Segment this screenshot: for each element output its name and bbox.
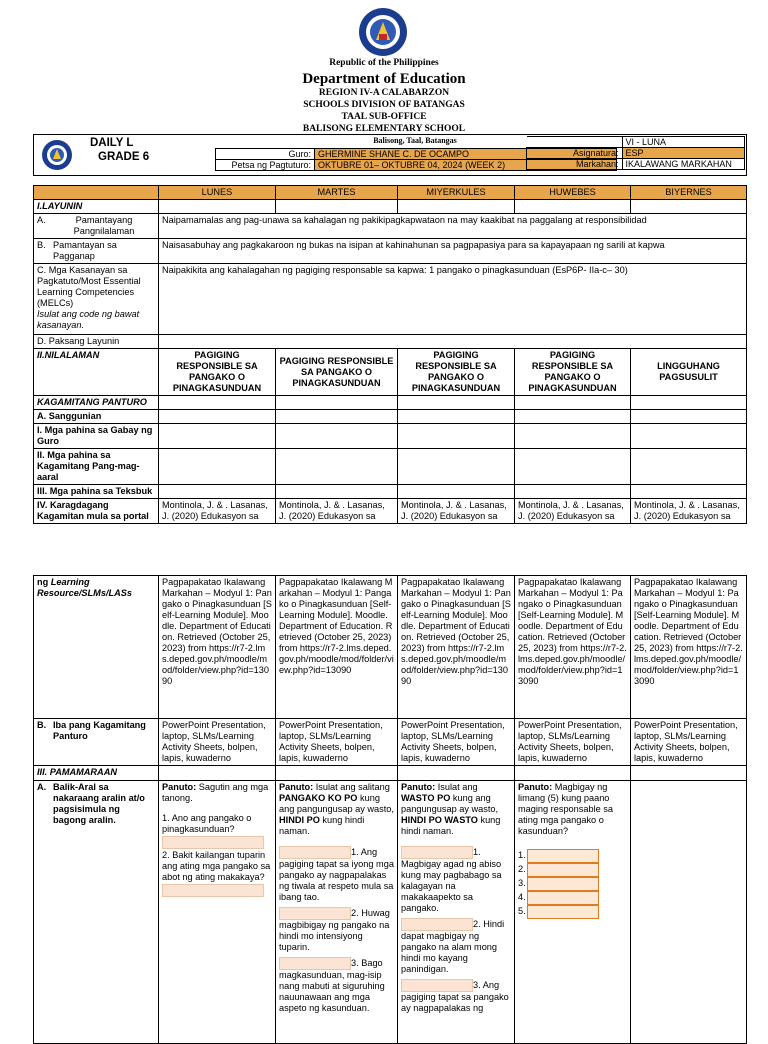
pamantayang-pangnilalaman-text: Naipamamalas ang pag-unawa sa kahalagan ng pakikipagkapwataon na may kaakibat na paggalang at responsibilidad: [159, 214, 747, 239]
asignatura-value: ESP: [622, 148, 745, 159]
lesson-table-2: [33, 575, 747, 1044]
huwebes-answer-2: 2.: [518, 863, 627, 877]
miyerkules-item-3: 3. Ang pagiging tapat sa pangako ay nagpapalakas ng: [401, 979, 509, 1013]
day-lunes: LUNES: [159, 186, 276, 200]
day-martes: MARTES: [276, 186, 398, 200]
deped-seal-logo: [352, 6, 414, 58]
pamantayan-pagganap-label: B. Pamantayan sa Pagganap: [34, 239, 159, 264]
kagamitan-huwebes: PowerPoint Presentation, laptop, SLMs/Learning Activity Sheets, bolpen, lapis, kuwaderno: [515, 719, 631, 766]
lunes-question-1: 1. Ano ang pangako o pinagkasunduan?: [162, 813, 252, 834]
miyerkules-item-1: 1. Magbigay agad ng abiso kung may pagbabago sa kalagayan na makakaapekto sa pangako.: [401, 846, 502, 913]
content-lunes: PAGIGING RESPONSIBLE SA PANGAKO O PINAGKASUNDUAN: [159, 349, 276, 396]
balik-aral-huwebes: Panuto: Magbigay ng limang (5) kung paano maging responsable sa ating mga pangako o kasunduan? 1. 2. 3. 4. 5.: [515, 781, 631, 1044]
blank-field[interactable]: [401, 846, 473, 859]
day-huwebes: HUWEBES: [515, 186, 631, 200]
ref-miyerkules: Montinola, J. & . Lasanas, J. (2020) Edukasyon sa: [398, 499, 515, 524]
martes-item-2: 2. Huwag magbibigay ng pangako na hindi mo intensiyong tuparin.: [279, 907, 390, 952]
department-title: Department of Education: [302, 71, 466, 87]
kagamitan-heading: KAGAMITANG PANTURO: [34, 396, 159, 410]
huwebes-answer-5: 5.: [518, 905, 627, 919]
kagamitan-lunes: PowerPoint Presentation, laptop, SLMs/Learning Activity Sheets, bolpen, lapis, kuwaderno: [159, 719, 276, 766]
deped-small-logo: [40, 138, 74, 172]
kagamitang-pang-mag-aaral-label: II. Mga pahina sa Kagamitang Pang-mag-aaral: [34, 449, 159, 485]
school-line: BALISONG ELEMENTARY SCHOOL: [302, 124, 466, 134]
office-line: TAAL SUB-OFFICE: [341, 112, 427, 122]
pamantayang-pangnilalaman-label: A. Pamantayang Pangnilalaman: [34, 214, 159, 239]
layunin-heading: I.LAYUNIN: [34, 200, 159, 214]
ref-biyernes: Montinola, J. & . Lasanas, J. (2020) Edukasyon sa: [631, 499, 747, 524]
ref-martes: Montinola, J. & . Lasanas, J. (2020) Edukasyon sa: [276, 499, 398, 524]
answer-field-1[interactable]: [162, 836, 264, 849]
balik-aral-label: A. Balik-Aral sa nakaraang aralin at/o pagsisimula ng bagong aralin.: [34, 781, 159, 1044]
republic-line: Republic of the Philippines: [329, 58, 439, 68]
nilalaman-heading: II.NILALAMAN: [34, 349, 159, 396]
answer-input[interactable]: [527, 905, 599, 919]
blank-field[interactable]: [401, 918, 473, 931]
day-miyerkules: MIYERKULES: [398, 186, 515, 200]
markahan-label: Markahan:: [527, 159, 623, 170]
kagamitan-biyernes: PowerPoint Presentation, laptop, SLMs/Learning Activity Sheets, bolpen, lapis, kuwaderno: [631, 719, 747, 766]
blank-field[interactable]: [401, 979, 473, 992]
martes-item-3: 3. Bago magkasunduan, mag-isip nang mabuti at siguruhing nauunawaan ang mga aspeto ng kasunduan.: [279, 957, 385, 1013]
balik-aral-lunes: Panuto: Sagutin ang mga tanong. 1. Ano ang pangako o pinagkasunduan? 2. Bakit kailangan tuparin ang ating mga pangako sa abot ng ating makakaya?: [159, 781, 276, 1044]
content-miyerkules: PAGIGING RESPONSIBLE SA PANGAKO O PINAGKASUNDUAN: [398, 349, 515, 396]
answer-input[interactable]: [527, 863, 599, 877]
martes-item-1: 1. Ang pagiging tapat sa iyong mga pangako ay nagpapalakas ng tiwala at respeto mula sa ibang tao.: [279, 846, 394, 902]
region-line: REGION IV-A CALABARZON: [318, 88, 450, 98]
petsa-label: Petsa ng Pagtuturo:: [216, 160, 315, 171]
answer-input[interactable]: [527, 877, 599, 891]
huwebes-answer-3: 3.: [518, 877, 627, 891]
answer-input[interactable]: [527, 891, 599, 905]
content-biyernes: LINGGUHANG PAGSUSULIT: [631, 349, 747, 396]
days-header-row: [34, 186, 747, 200]
miyerkules-item-2: 2. Hindi dapat magbigay ng pangako na alam mong hindi mo kayang panindigan.: [401, 918, 505, 974]
balik-aral-miyerkules: Panuto: Isulat ang WASTO PO kung ang pangungusap ay wasto, HINDI PO WASTO kung hindi naman. 1. Magbigay agad ng abiso kung may pagbabago sa kalagayan na makakaapekto sa pangako. 2. Hindi dapat magbigay ng pangako na alam mong hindi mo kayang panindigan. 3. Ang pagiging tapat sa pangako ay nagpapalakas ng: [398, 781, 515, 1044]
petsa-value: OKTUBRE 01– OKTUBRE 04, 2024 (WEEK 2): [315, 160, 617, 171]
teksbuk-label: III. Mga pahina sa Teksbuk: [34, 485, 159, 499]
section-value: VI - LUNA: [622, 137, 745, 148]
lesson-table-1: [33, 185, 747, 524]
guro-value: GHERMINE SHANE C. DE OCAMPO: [315, 149, 617, 160]
address-line: Balisong, Taal, Batangas: [373, 136, 457, 145]
day-biyernes: BIYERNES: [631, 186, 747, 200]
grade-label: GRADE 6: [98, 151, 150, 163]
asignatura-label: Asignatura:: [527, 148, 623, 159]
markahan-value: IKALAWANG MARKAHAN: [622, 159, 745, 170]
melc-text: Naipakikita ang kahalagahan ng pagiging responsable sa kapwa: 1 pangako o pinagkasunduan (EsP6P- IIa-c– 30): [159, 264, 747, 335]
ref-lunes: Montinola, J. & . Lasanas, J. (2020) Edukasyon sa: [159, 499, 276, 524]
daily-label: DAILY L: [90, 137, 134, 149]
kagamitan-martes: PowerPoint Presentation, laptop, SLMs/Learning Activity Sheets, bolpen, lapis, kuwaderno: [276, 719, 398, 766]
blank-field[interactable]: [279, 957, 351, 970]
melc-label: C. Mga Kasanayan sa Pagkatuto/Most Essential Learning Competencies (MELCs) Isulat ang code ng bawat kasanayan.: [34, 264, 159, 335]
pamantayan-pagganap-text: Naisasabuhay ang pagkakaroon ng bukas na isipan at kahinahunan sa pagpapasiya para sa kapayapaan ng sarili at kapwa: [159, 239, 747, 264]
balik-aral-martes: Panuto: Isulat ang salitang PANGAKO KO PO kung ang pangungusap ay wasto, HINDI PO kung hindi naman. 1. Ang pagiging tapat sa iyong mga pangako ay nagpapalakas ng tiwala at respeto mula sa ibang tao. 2. Huwag magbibigay ng pangako na hindi mo intensiyong tuparin. 3. Bago magkasunduan, mag-isip nang mabuti at siguruhing nauunawaan ang mga aspeto ng kasunduan.: [276, 781, 398, 1044]
division-line: SCHOOLS DIVISION OF BATANGAS: [303, 100, 465, 110]
pamamaraan-heading: III. PAMAMARAAN: [34, 766, 159, 781]
karagdagang-label: IV. Karagdagang Kagamitan mula sa portal: [34, 499, 159, 524]
lr-ref-huwebes: Pagpapakatao Ikalawang Markahan – Modyul 1: Pangako o Pinagkasunduan [Self-Learning Module]. Moodle. Department of Education. Retrieved (October 25, 2023) from https://r7-2.lms.deped.gov.ph/moodle/mod/folder/view.php?id=13090: [515, 576, 631, 719]
answer-input[interactable]: [527, 849, 599, 863]
balik-aral-biyernes: [631, 781, 747, 1044]
gabay-label: I. Mga pahina sa Gabay ng Guro: [34, 424, 159, 449]
lunes-question-2: 2. Bakit kailangan tuparin ang ating mga pangako sa abot ng ating makakaya?: [162, 850, 271, 882]
lr-ref-biyernes: Pagpapakatao Ikalawang Markahan – Modyul 1: Pangako o Pinagkasunduan [Self-Learning Module]. Moodle. Department of Education. Retrieved (October 25, 2023) from https://r7-2.lms.deped.gov.ph/moodle/mod/folder/view.php?id=13090: [631, 576, 747, 719]
lr-ref-martes: Pagpapakatao Ikalawang Markahan – Modyul 1: Pangako o Pinagkasunduan [Self-Learning Module]. Moodle. Department of Education. Retrieved (October 25, 2023) from https://r7-2.lms.deped.gov.ph/moodle/mod/folder/view.php?id=13090: [276, 576, 398, 719]
paksang-layunin-label: D. Paksang Layunin: [34, 335, 159, 349]
info-table-right: [526, 136, 745, 170]
content-martes: PAGIGING RESPONSIBLE SA PANGAKO O PINAGKASUNDUAN: [276, 349, 398, 396]
blank-field[interactable]: [279, 907, 351, 920]
kagamitan-miyerkules: PowerPoint Presentation, laptop, SLMs/Learning Activity Sheets, bolpen, lapis, kuwaderno: [398, 719, 515, 766]
answer-field-2[interactable]: [162, 884, 264, 897]
learning-resource-label: ng Learning Resource/SLMs/LASs: [34, 576, 159, 719]
blank-field[interactable]: [279, 846, 351, 859]
huwebes-answer-1: 1.: [518, 849, 627, 863]
iba-pang-kagamitan-label: B. Iba pang Kagamitang Panturo: [34, 719, 159, 766]
content-huwebes: PAGIGING RESPONSIBLE SA PANGAKO O PINAGKASUNDUAN: [515, 349, 631, 396]
lr-ref-lunes: Pagpapakatao Ikalawang Markahan – Modyul 1: Pangako o Pinagkasunduan [Self-Learning Module]. Moodle. Department of Education. Retrieved (October 25, 2023) from https://r7-2.lms.deped.gov.ph/moodle/mod/folder/view.php?id=13090: [159, 576, 276, 719]
sanggunian-label: A. Sanggunian: [34, 410, 159, 424]
guro-label: Guro:: [216, 149, 315, 160]
ref-huwebes: Montinola, J. & . Lasanas, J. (2020) Edukasyon sa: [515, 499, 631, 524]
lr-ref-miyerkules: Pagpapakatao Ikalawang Markahan – Modyul 1: Pangako o Pinagkasunduan [Self-Learning Module]. Moodle. Department of Education. Retrieved (October 25, 2023) from https://r7-2.lms.deped.gov.ph/moodle/mod/folder/view.php?id=13090: [398, 576, 515, 719]
huwebes-answer-4: 4.: [518, 891, 627, 905]
